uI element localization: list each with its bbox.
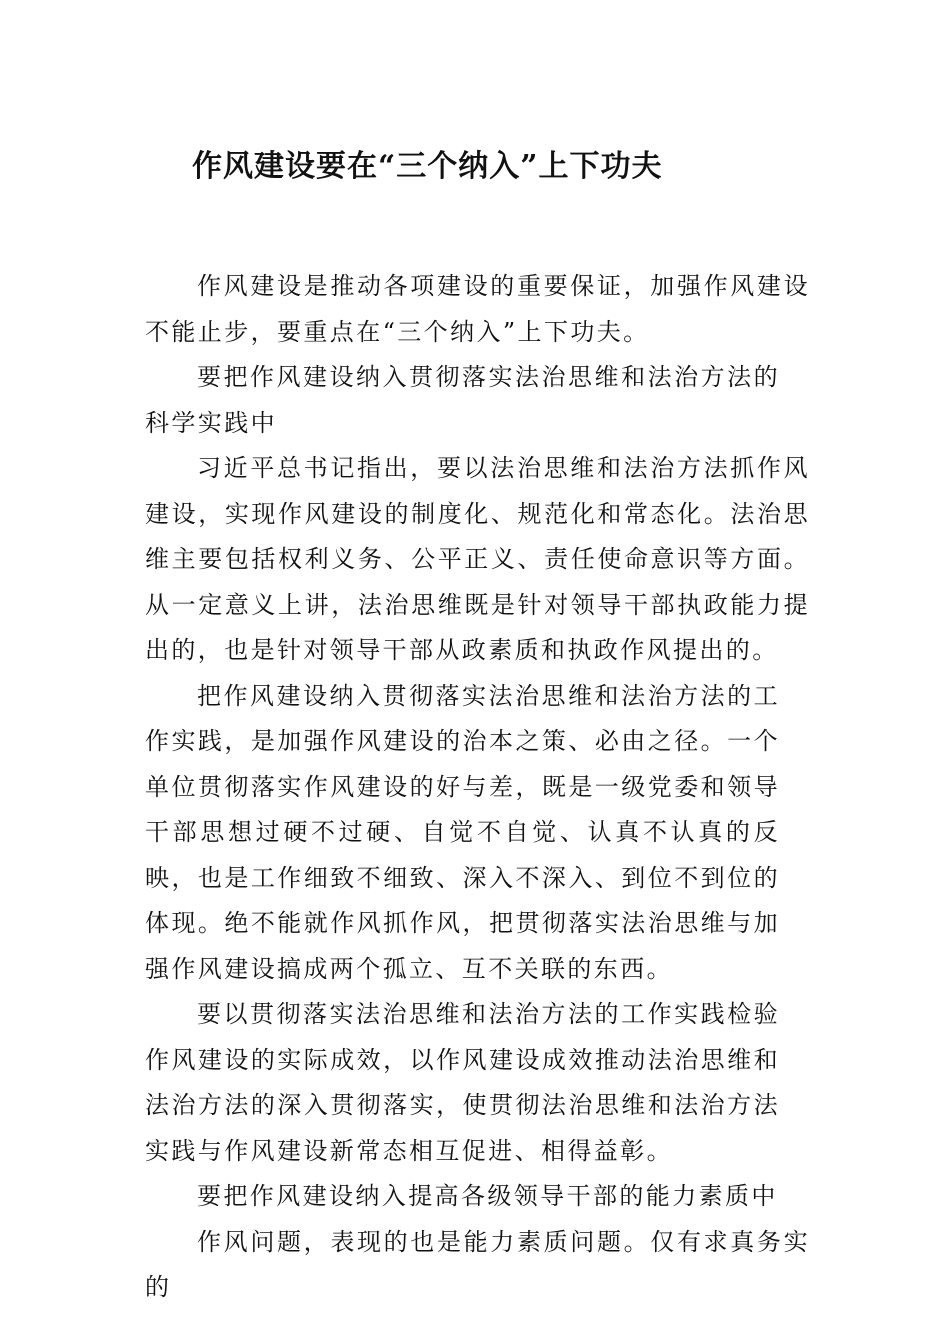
document-body bbox=[145, 264, 810, 1311]
document-title: 作风建设要在“三个纳入”上下功夫 bbox=[192, 149, 663, 184]
section-heading-2: 要把作风建设纳入提高各级领导干部的能力素质中 bbox=[197, 1182, 778, 1210]
paragraph-3: 要以贯彻落实法治思维和法治方法的工作实践检验作风建设的实际成效，以作风建设成效推动法治思维和法治方法的深入贯彻落实，使贯彻法治思维和法治方法实践与作风建设新常态相互促进、相得益彰。 bbox=[145, 1000, 780, 1165]
section-heading-1: 要把作风建设纳入贯彻落实法治思维和法治方法的科学实践中 bbox=[145, 363, 780, 437]
paragraph-4: 作风问题，表现的也是能力素质问题。仅有求真务实的 bbox=[145, 1227, 810, 1301]
paragraph-intro: 作风建设是推动各项建设的重要保证，加强作风建设不能止步，要重点在“三个纳入”上下功夫。 bbox=[145, 272, 810, 346]
paragraph-2: 把作风建设纳入贯彻落实法治思维和法治方法的工作实践，是加强作风建设的治本之策、必由之径。一个单位贯彻落实作风建设的好与差，既是一级党委和领导干部思想过硬不过硬、自觉不自觉、认真不认真的反映，也是工作细致不细致、深入不深入、到位不到位的体现。绝不能就作风抓作风，把贯彻落实法治思维与加强作风建设搞成两个孤立、互不关联的东西。 bbox=[145, 681, 780, 983]
paragraph-1: 习近平总书记指出，要以法治思维和法治方法抓作风建设，实现作风建设的制度化、规范化和常态化。法治思维主要包括权利义务、公平正义、责任使命意识等方面。从一定意义上讲，法治思维既是针对领导干部执政能力提出的，也是针对领导干部从政素质和执政作风提出的。 bbox=[145, 454, 810, 664]
